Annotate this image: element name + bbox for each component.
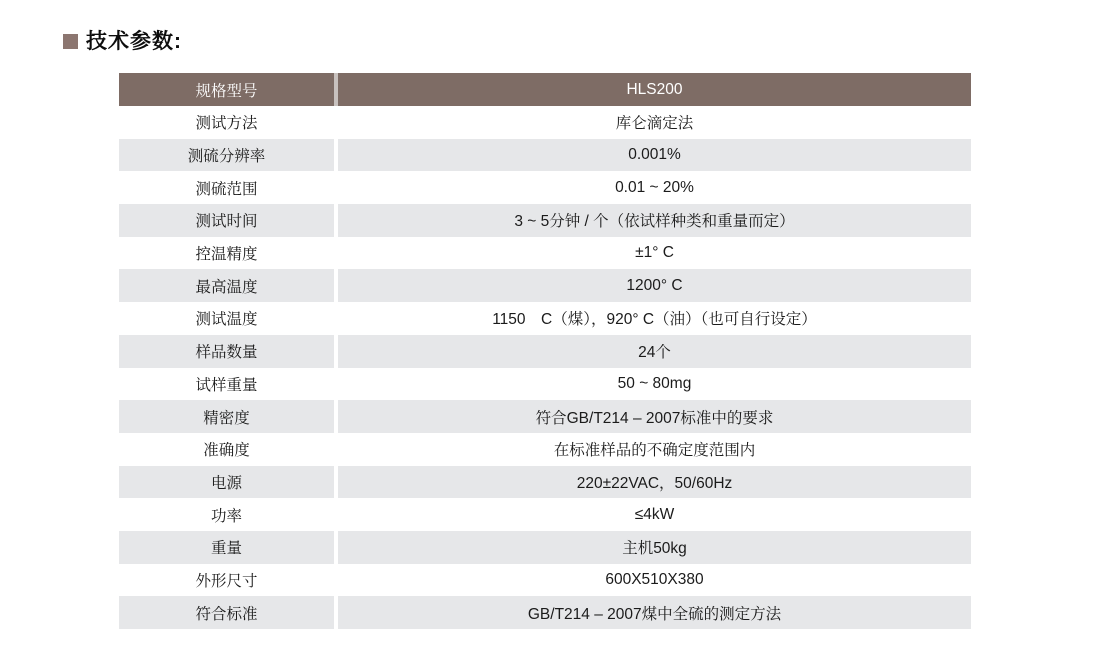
row-value: ±1° C [635,244,674,262]
row-value: 库仑滴定法 [615,115,694,133]
table-row [119,368,971,401]
header-label-cell: 规格型号 [119,73,334,106]
row-label: 测硫范围 [195,180,258,198]
row-label: 样品数量 [119,335,334,368]
row-value: 50 ~ 80mg [617,374,692,392]
table-row [119,564,971,597]
row-value: 主机50kg [338,531,971,564]
table-row [119,139,971,172]
table-row [119,596,971,629]
specs-table [119,73,971,629]
row-label: 功率 [210,507,242,525]
row-label: 精密度 [119,400,334,433]
table-row [119,204,971,237]
table-row [119,335,971,368]
row-label: 测试方法 [195,115,258,133]
row-value: 3 ~ 5分钟 / 个（依试样种类和重量而定） [338,204,971,237]
table-row [119,269,971,302]
row-label: 符合标准 [119,596,334,629]
table-row [119,466,971,499]
row-value: 0.001% [338,139,971,172]
table-row [119,400,971,433]
table-row [119,171,971,204]
row-value: 24个 [338,335,971,368]
table-row [119,237,971,270]
row-value: 1200° C [338,269,971,302]
table-row [119,531,971,564]
table-row [119,498,971,531]
row-label: 试样重量 [195,376,258,394]
row-label: 测试时间 [119,204,334,237]
table-row [119,433,971,466]
row-label: 外形尺寸 [195,572,258,590]
bullet-square-icon [63,34,78,49]
section-title [63,31,182,52]
table-header-row [119,73,971,106]
table-row [119,302,971,335]
row-value: 1150 C（煤），920° C（油）（也可自行设定） [492,311,817,329]
row-value: 600X510X380 [605,570,704,588]
row-label: 测试温度 [195,311,258,329]
row-value: ≤4kW [634,505,675,523]
row-label: 重量 [119,531,334,564]
row-value: 符合GB/T214 – 2007标准中的要求 [338,400,971,433]
header-value-cell: HLS200 [338,73,971,106]
row-label: 电源 [119,466,334,499]
row-value: 在标准样品的不确定度范围内 [553,442,756,460]
row-value: 0.01 ~ 20% [615,178,694,196]
row-label: 最高温度 [119,269,334,302]
row-label: 准确度 [203,442,250,460]
row-value: 220±22VAC，50/60Hz [338,466,971,499]
row-value: GB/T214 – 2007煤中全硫的测定方法 [338,596,971,629]
table-row [119,106,971,139]
page-title: 技术参数: [86,30,182,53]
table-body [119,106,971,629]
row-label: 控温精度 [195,246,258,264]
row-label: 测硫分辨率 [119,139,334,172]
